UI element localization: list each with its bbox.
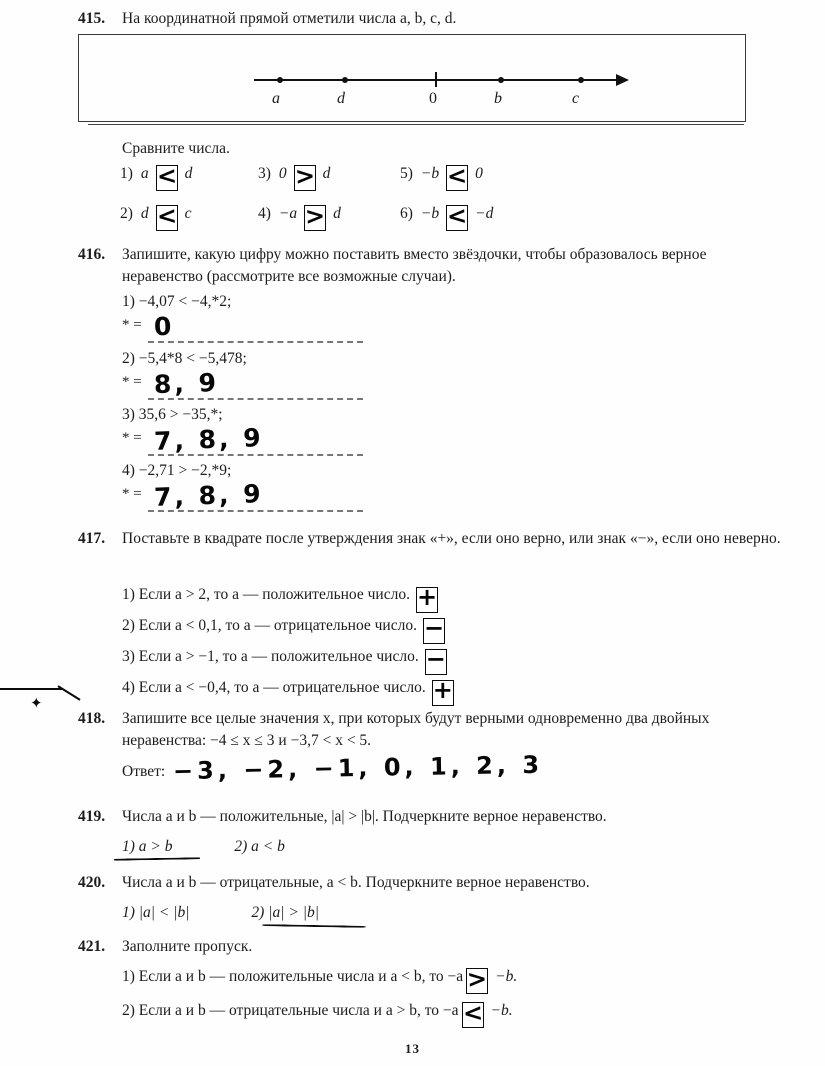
handwritten-mark: − — [423, 614, 445, 642]
inequality-item-3 — [122, 404, 722, 456]
answer-box — [466, 964, 488, 994]
margin-rule-bend — [57, 685, 80, 700]
statement-item-4 — [122, 677, 457, 706]
exercise-number: 421. — [78, 938, 106, 955]
handwritten-sign: < — [461, 998, 484, 1028]
handwritten-sign: < — [155, 161, 178, 191]
inequality-text: 2) −5,4*8 < −5,478; — [122, 350, 247, 367]
option-2: 2) a < b — [234, 838, 285, 855]
exercise-number: 417. — [78, 530, 106, 547]
handwritten-answer: 0 — [153, 311, 175, 342]
answer-label: Ответ: — [122, 763, 166, 780]
statement-item-3 — [122, 646, 450, 675]
right-operand: d — [184, 165, 193, 182]
margin-star-icon: ✦ — [30, 696, 43, 712]
answer-row — [122, 422, 722, 457]
item-number: 6) — [400, 205, 413, 222]
page-number: 13 — [405, 1041, 420, 1056]
answer-box — [304, 201, 326, 231]
point-dot-d — [342, 77, 348, 83]
handwritten-sign: < — [446, 161, 468, 191]
option-2: 2) |a| > |b| — [251, 904, 319, 921]
star-equals-label: * = — [122, 429, 142, 446]
inequality-item-4 — [122, 460, 722, 512]
compare-label: Сравните числа. — [122, 140, 230, 157]
handwritten-answer: 7, 8, 9 — [153, 422, 264, 456]
option-1: 1) a > b — [122, 838, 173, 855]
mark-box — [432, 676, 454, 706]
hand-underline — [262, 924, 366, 928]
handwritten-sign: < — [155, 201, 178, 231]
compare-grid — [120, 163, 580, 231]
handwritten-sign: > — [304, 201, 326, 231]
answer-box — [155, 201, 178, 231]
compare-item-6 — [400, 203, 580, 231]
fill-tail: −b. — [495, 968, 518, 985]
inequality-item-2 — [122, 348, 722, 400]
margin-rule-line — [0, 688, 62, 690]
fill-text: 1) Если a и b — положительные числа и a < b, то −a — [122, 968, 464, 985]
option-1: 1) |a| < |b| — [122, 904, 190, 921]
item-number: 4) — [258, 205, 271, 222]
answer-row — [122, 750, 544, 786]
answer-row — [122, 367, 722, 401]
star-equals-label: * = — [122, 373, 142, 390]
item-number: 5) — [400, 165, 413, 182]
answer-line — [148, 422, 363, 457]
statement-text: 4) Если a < −0,4, то a — отрицательное число. — [122, 679, 426, 696]
item-number: 1) — [120, 165, 133, 182]
options-row — [122, 902, 377, 924]
statement-item-1 — [122, 584, 441, 613]
left-operand: −b — [420, 205, 440, 222]
left-operand: d — [140, 205, 149, 222]
inequality-text: 4) −2,71 > −2,*9; — [122, 462, 232, 479]
compare-item-2 — [120, 203, 258, 231]
statement-text: 1) Если a > 2, то a — положительное число. — [122, 586, 410, 603]
right-operand: c — [184, 205, 192, 222]
mark-box — [425, 645, 447, 675]
answer-line — [148, 367, 363, 401]
answer-row — [122, 311, 722, 344]
fill-tail: −b. — [490, 1002, 513, 1019]
right-operand: d — [322, 165, 331, 182]
exercise-419 — [0, 806, 825, 828]
handwritten-answer: 7, 8, 9 — [153, 478, 264, 512]
handwritten-answer: −3, −2, −1, 0, 1, 2, 3 — [172, 750, 544, 786]
exercise-statement: Запишите, какую цифру можно поставить вместо звёздочки, чтобы образовалось верное неравенство (рассмотрите все возможные случаи). — [122, 246, 707, 285]
exercise-420 — [0, 872, 825, 894]
handwritten-sign: < — [446, 201, 468, 231]
exercise-statement: Числа a и b — положительные, |a| > |b|. Подчеркните верное неравенство. — [122, 808, 607, 825]
mark-box — [416, 583, 438, 613]
fill-text: 2) Если a и b — отрицательные числа и a > b, то −a — [122, 1002, 459, 1019]
numberline-frame — [78, 34, 746, 122]
star-equals-label: * = — [122, 485, 142, 502]
statement-item-2 — [122, 615, 448, 644]
handwritten-mark: − — [425, 645, 446, 673]
inequality-item-1 — [122, 291, 722, 343]
zero-tick — [435, 72, 437, 87]
handwritten-sign: > — [293, 161, 316, 191]
handwritten-mark: + — [432, 676, 453, 704]
frame-shadow-line — [88, 124, 744, 125]
item-number: 3) — [258, 165, 271, 182]
exercise-415 — [0, 8, 825, 30]
star-equals-label: * = — [122, 316, 142, 333]
exercise-statement: Поставьте в квадрате после утверждения знак «+», если оно верно, или знак «−», если оно неверно. — [122, 530, 781, 547]
handwritten-answer: 8, 9 — [153, 367, 220, 399]
exercise-statement: Заполните пропуск. — [122, 938, 253, 955]
exercise-statement: Числа a и b — отрицательные, a < b. Подчеркните верное неравенство. — [122, 874, 590, 891]
fill-item-1 — [122, 966, 517, 994]
point-label-zero: 0 — [429, 90, 437, 107]
item-number: 2) — [120, 205, 133, 222]
compare-item-5 — [400, 163, 580, 191]
exercise-421 — [0, 936, 825, 958]
answer-box — [155, 161, 178, 191]
exercise-number: 420. — [78, 874, 106, 891]
answer-box — [293, 161, 316, 191]
answer-line — [148, 311, 363, 344]
point-label-c: c — [572, 90, 580, 107]
hand-underline — [114, 857, 200, 861]
options-row — [122, 836, 343, 858]
answer-line — [148, 478, 363, 513]
inequality-text: 1) −4,07 < −4,*2; — [122, 293, 232, 310]
exercise-statement: Запишите все целые значения x, при которых будут верными одновременно два двойных неравенства: −4 ≤ x ≤ 3 и −3,7 < x < 5. — [122, 710, 710, 749]
handwritten-sign: > — [466, 964, 488, 994]
point-dot-c — [578, 77, 584, 83]
point-label-d: d — [337, 90, 345, 107]
compare-item-1 — [120, 163, 258, 191]
exercise-number: 418. — [78, 710, 106, 727]
exercise-number: 419. — [78, 808, 106, 825]
point-dot-b — [498, 77, 504, 83]
exercise-416 — [0, 244, 825, 287]
exercise-418 — [0, 708, 825, 751]
answer-box — [446, 161, 468, 191]
mark-box — [423, 614, 445, 644]
left-operand: −a — [278, 205, 298, 222]
statement-text: 3) Если a > −1, то a — положительное число. — [122, 648, 419, 665]
number-line — [254, 79, 644, 109]
compare-item-3 — [258, 163, 400, 191]
handwritten-mark: + — [416, 583, 438, 611]
statement-text: 2) Если a < 0,1, то a — отрицательное число. — [122, 617, 417, 634]
right-operand: d — [333, 205, 341, 222]
point-label-a: a — [272, 90, 280, 107]
inequality-text: 3) 35,6 > −35,*; — [122, 406, 223, 423]
compare-item-4 — [258, 203, 400, 231]
left-operand: −b — [420, 165, 440, 182]
number-line-axis — [254, 79, 622, 81]
right-operand: −d — [475, 205, 494, 222]
point-label-b: b — [494, 90, 502, 107]
answer-row — [122, 478, 722, 513]
right-operand: 0 — [475, 165, 483, 182]
left-operand: a — [140, 165, 149, 182]
exercise-number: 416. — [78, 246, 106, 263]
left-operand: 0 — [278, 165, 287, 182]
exercise-417 — [0, 528, 825, 550]
exercise-number: 415. — [78, 10, 106, 27]
exercise-statement: На координатной прямой отметили числа a, b, c, d. — [122, 10, 457, 27]
point-dot-a — [277, 77, 283, 83]
arrowhead-icon — [616, 74, 629, 86]
answer-box — [461, 998, 484, 1028]
answer-box — [446, 201, 468, 231]
fill-item-2 — [122, 1000, 513, 1028]
